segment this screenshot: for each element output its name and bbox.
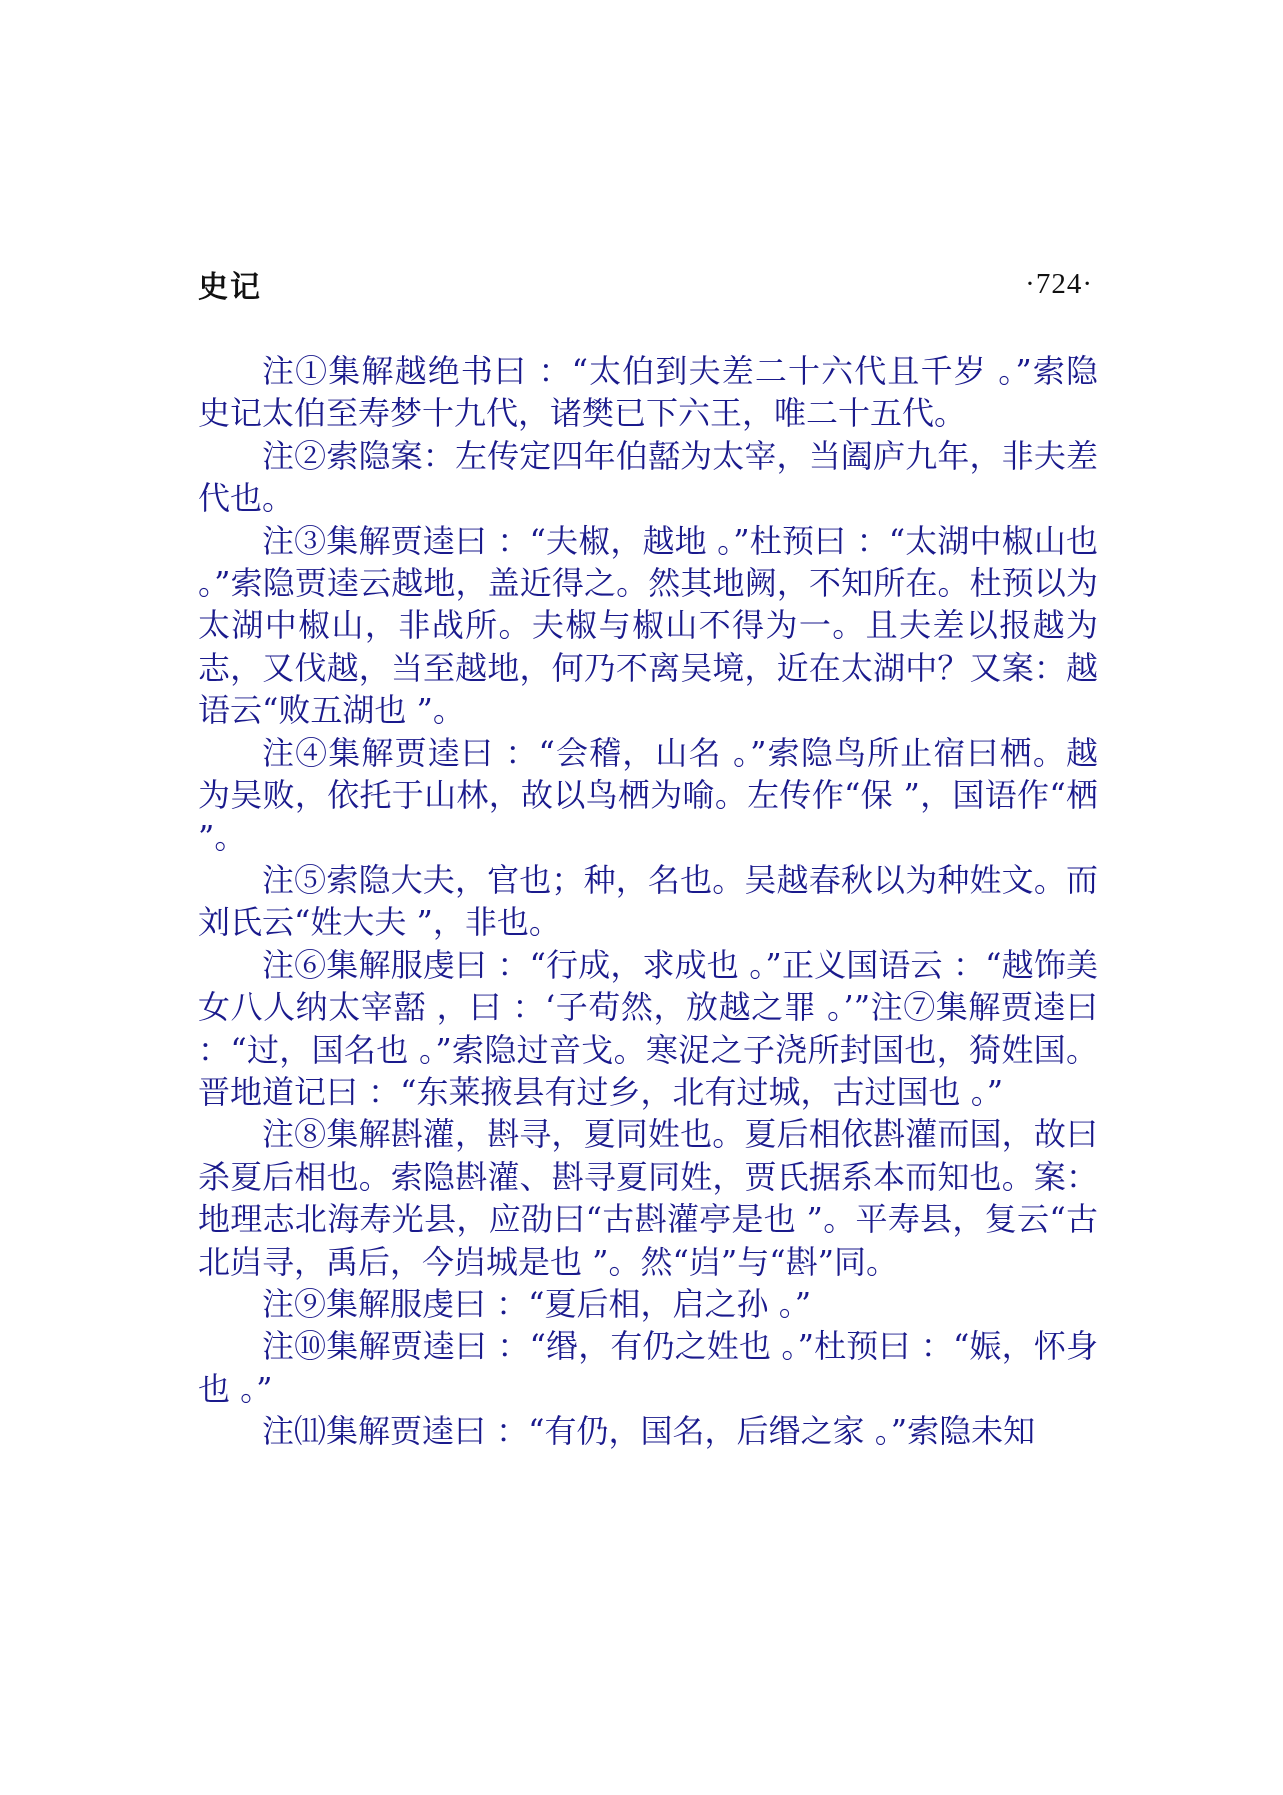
note-paragraph-3: 注③集解贾逵曰 ：“夫椒，越地 。”杜预曰 ：“太湖中椒山也 。”索隐贾逵云越地，盖近得之。然其地阙，不知所在。杜预以为太湖中椒山，非战所。夫椒与椒山不得为一。且夫差以报越为志，又伐越，当至越地，何乃不离吴境，近在太湖中？又案：越语云“败五湖也 ”。 xyxy=(198,521,1098,730)
note-paragraph-8: 注⑧集解斟灌，斟寻，夏同姓也。夏后相依斟灌而国，故曰杀夏后相也。索隐斟灌、斟寻夏同姓，贾氏据系本而知也。案：地理志北海寿光县，应劭曰“古斟灌亭是也 ”。平寿县，复云“古北岿寻，禹后，今岿城是也 ”。然“岿”与“斟”同。 xyxy=(198,1115,1098,1281)
note-paragraph-1: 注①集解越绝书曰 ：“太伯到夫差二十六代且千岁 。”索隐史记太伯至寿梦十九代，诸樊已下六王，唯二十五代。 xyxy=(198,352,1098,433)
page-number: ·724· xyxy=(1025,268,1093,300)
note-paragraph-11: 注⑾集解贾逵曰 ：“有仍，国名，后缗之家 。”索隐未知 xyxy=(262,1412,1036,1451)
note-paragraph-2: 注②索隐案：左传定四年伯嚭为太宰，当阖庐九年，非夫差代也。 xyxy=(198,436,1098,518)
note-paragraph-4: 注④集解贾逵曰 ：“会稽，山名 。”索隐鸟所止宿曰栖。越为吴败，依托于山林，故以鸟栖为喻。左传作“保 ”，国语作“栖 ”。 xyxy=(198,733,1098,857)
note-paragraph-6-7: 注⑥集解服虔曰 ：“行成，求成也 。”正义国语云 ：“越饰美女八人纳太宰嚭 ，曰 ：‘子苟然，放越之罪 。’”注⑦集解贾逵曰 ：“过，国名也 。”索隐过音戈。寒浞之子浇所封国也，猗姓国。晋地道记曰 ：“东莱掖县有过乡，北有过城，古过国也 。” xyxy=(198,945,1098,1111)
annotation-body xyxy=(198,350,1098,1453)
note-paragraph-9: 注⑨集解服虔曰 ：“夏后相，启之孙 。” xyxy=(262,1284,812,1323)
note-paragraph-5: 注⑤索隐大夫，官也；种，名也。吴越春秋以为种姓文。而刘氏云“姓大夫 ”，非也。 xyxy=(198,860,1098,942)
note-paragraph-10: 注⑩集解贾逵曰 ：“缗，有仍之姓也 。”杜预曰 ：“娠，怀身也 。” xyxy=(198,1327,1098,1408)
book-title: 史记 xyxy=(198,270,262,305)
